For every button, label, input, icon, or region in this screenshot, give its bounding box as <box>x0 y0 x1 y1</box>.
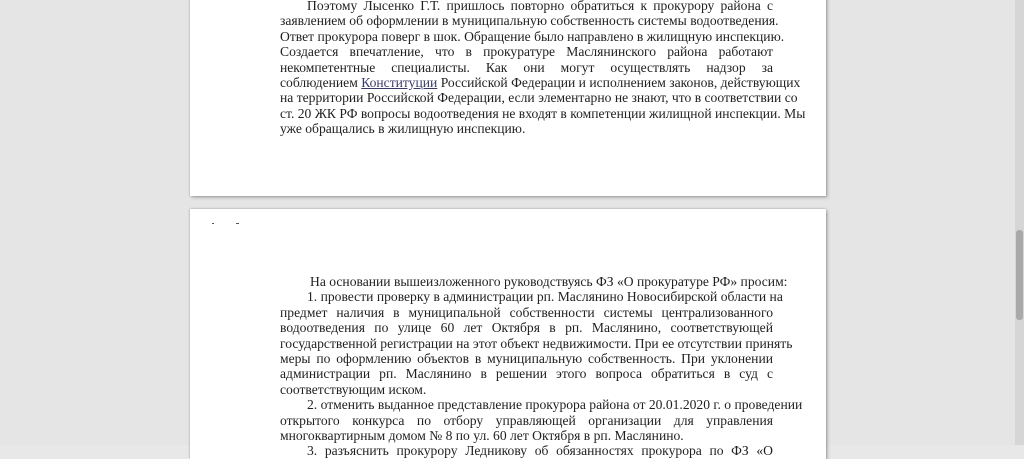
request-item-1-line: предмет наличия в муниципальной собственности системы централизованного <box>280 304 773 320</box>
request-item-2-line: 2. отменить выданное представление прокурора района от 20.01.2020 г. о проведении <box>307 397 803 413</box>
document-page-2 <box>190 209 826 459</box>
text-fragment: соблюдением <box>280 74 362 90</box>
text-line-with-link <box>280 74 801 90</box>
text-line: уже обращались в жилищную инспекцию. <box>280 121 526 137</box>
text-line: некомпетентные специалисты. Как они могут осуществлять надзор за <box>280 59 773 75</box>
scan-mark <box>236 223 239 224</box>
text-line: Ответ прокурора поверг в шок. Обращение было направлено в жилищную инспекцию. <box>280 28 785 44</box>
request-item-1-line: государственной регистрации на этот объект недвижимости. При ее отсутствии принять <box>280 335 793 351</box>
text-line: заявлением об оформлении в муниципальную собственность системы водоотведения. <box>280 13 779 29</box>
text-line: ст. 20 ЖК РФ вопросы водоотведения не входят в компетенции жилищной инспекции. Мы <box>280 105 806 121</box>
request-intro: На основании вышеизложенного руководствуясь ФЗ «О прокуратуре РФ» просим: <box>310 274 788 289</box>
request-item-2-line: многоквартирным домом № 8 по ул. 60 лет Октября в рп. Маслянино. <box>280 427 684 443</box>
request-item-3-line: 3. разъяснить прокурору Ледникову об обязанностях прокурора по ФЗ «О <box>307 443 773 459</box>
scan-mark <box>212 223 214 224</box>
request-item-2-line: открытого конкурса по отбору управляющей организации для управления <box>280 412 773 428</box>
constitution-link[interactable]: Конституции <box>361 74 438 90</box>
page-2-text <box>280 274 803 459</box>
request-item-1-line: администрации рп. Маслянино в решении этого вопроса обратиться в суд с <box>280 366 773 382</box>
scrollbar-thumb[interactable] <box>1016 230 1023 320</box>
request-item-1-line: водоотведения по улице 60 лет Октября в рп. Маслянино, соответствующей <box>280 320 773 336</box>
text-line: Поэтому Лысенко Г.Т. пришлось повторно обратиться к прокурору района с <box>307 0 773 13</box>
document-page-1 <box>190 0 826 196</box>
vertical-scrollbar[interactable] <box>1015 0 1024 445</box>
request-item-1-line: соответствующим иском. <box>280 381 427 397</box>
text-fragment: Российской Федерации и исполнением законов, действующих <box>437 74 801 90</box>
page-1-text <box>280 0 806 137</box>
text-line: на территории Российской Федерации, если элементарно не знают, что в соответствии со <box>280 90 798 106</box>
request-item-1-line: 1. провести проверку в администрации рп. Маслянино Новосибирской области на <box>307 289 783 305</box>
text-line: Создается впечатление, что в прокуратуре Маслянинского района работают <box>280 44 773 60</box>
request-item-1-line: меры по оформлению объектов в муниципальную собственность. При уклонении <box>280 350 773 366</box>
